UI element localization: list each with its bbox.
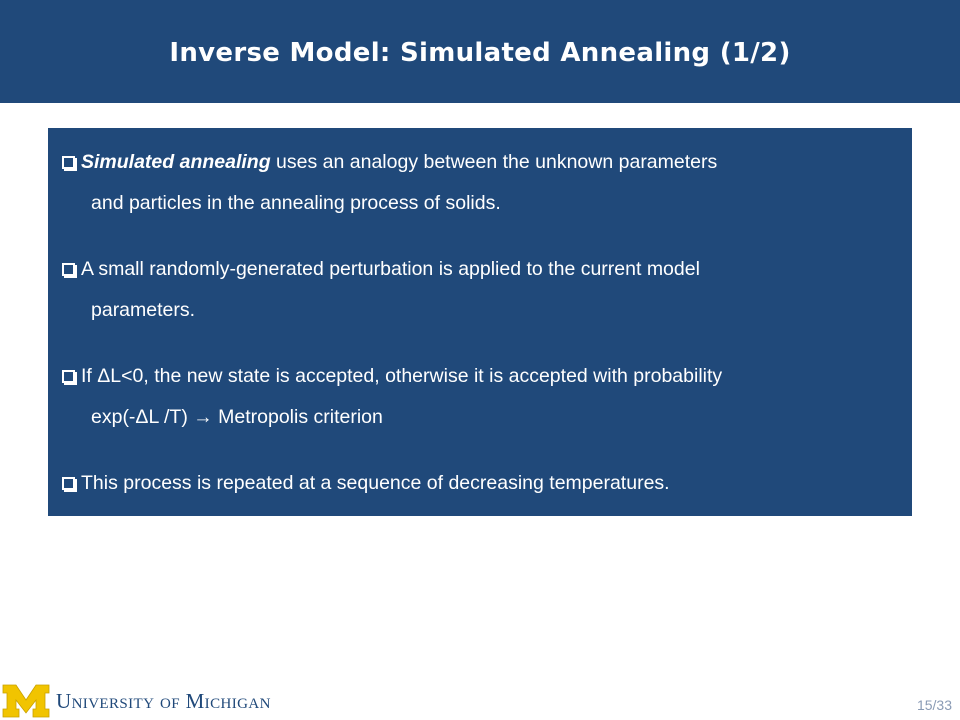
bullet-text-continued: parameters. xyxy=(91,299,196,321)
bullet-item xyxy=(60,249,892,331)
bullet-text: If ΔL<0, the new state is accepted, otherwise it is accepted with probability xyxy=(81,365,723,387)
bullet-item xyxy=(60,463,892,504)
bullet-text: This process is repeated at a sequence of decreasing temperatures. xyxy=(81,472,670,494)
checkbox-bullet-icon xyxy=(62,477,75,490)
bullet-item xyxy=(60,356,892,438)
university-logo xyxy=(0,682,330,720)
page-number: 15/33 xyxy=(916,697,952,713)
bullet-text-continued: and particles in the annealing process of solids. xyxy=(91,192,501,214)
checkbox-bullet-icon xyxy=(62,370,75,383)
block-m-logo-icon xyxy=(2,683,50,719)
slide-title: Inverse Model: Simulated Annealing (1/2) xyxy=(169,37,791,68)
bullet-item xyxy=(60,142,892,224)
checkbox-bullet-icon xyxy=(62,156,75,169)
bullet-text: uses an analogy between the unknown parameters xyxy=(270,151,718,173)
title-bar xyxy=(0,0,960,103)
bullet-term: Simulated annealing xyxy=(81,151,271,173)
content-box xyxy=(48,128,912,516)
bullet-text: A small randomly-generated perturbation is applied to the current model xyxy=(81,258,700,280)
university-name: University of Michigan xyxy=(56,688,271,713)
checkbox-bullet-icon xyxy=(62,263,75,276)
bullet-text-continued: exp(-ΔL /T) → Metropolis criterion xyxy=(91,406,383,428)
